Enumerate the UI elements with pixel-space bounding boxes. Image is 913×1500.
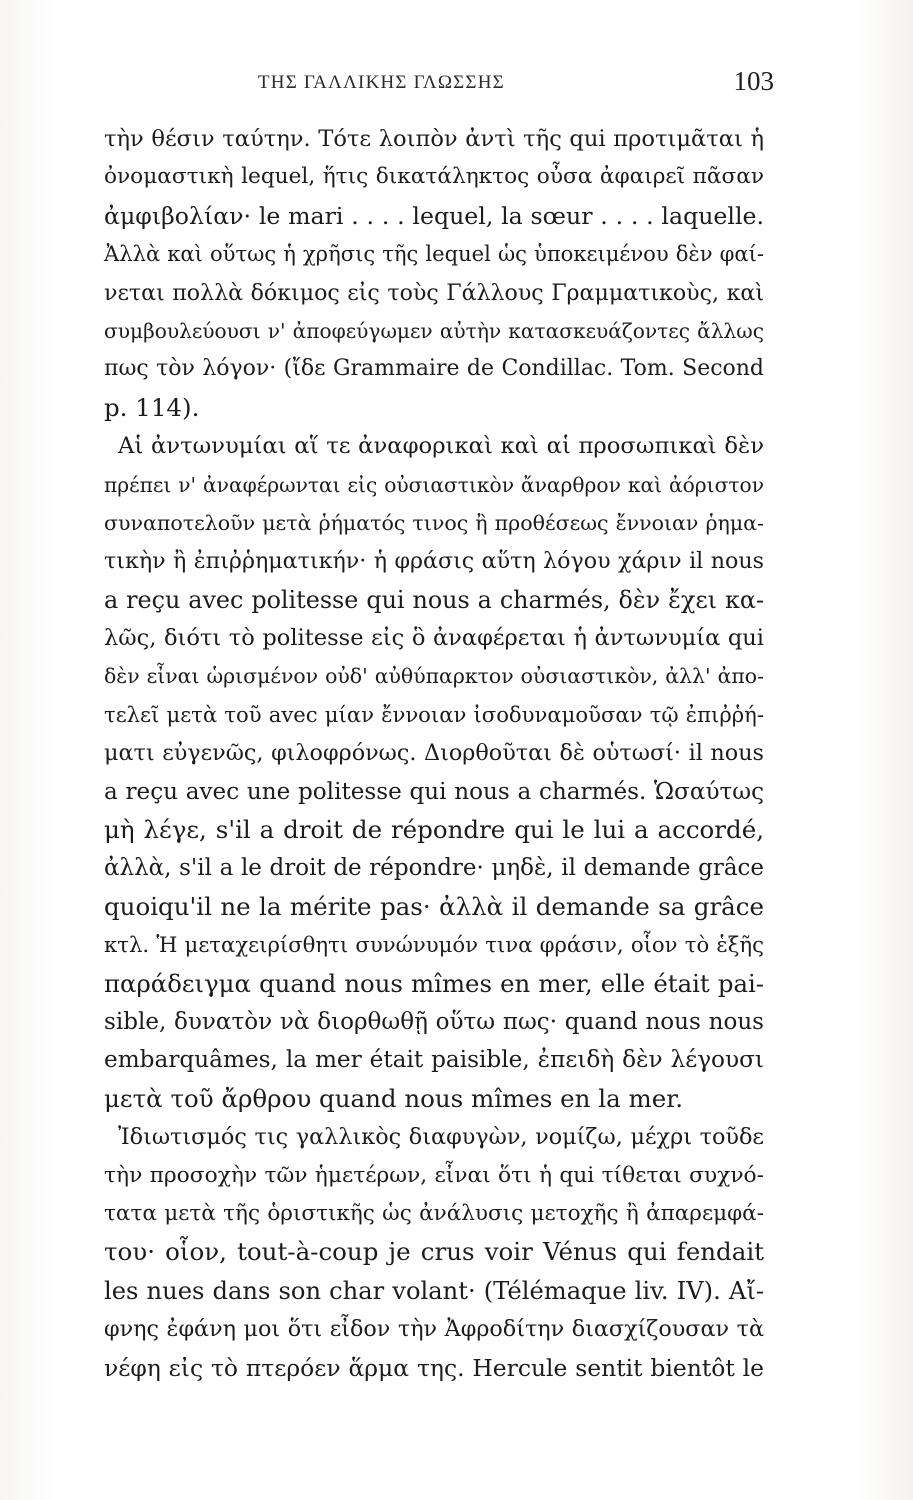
text-line: sible, δυνατὸν νὰ διορθωθῇ οὕτω πως· quand nous nous xyxy=(104,1008,764,1035)
text-line: κτλ. Ἡ μεταχειρίσθητι συνώνυμόν τινα φράσιν, οἷον τὸ ἑξῆς xyxy=(104,932,764,958)
text-line: λῶς, διότι τὸ politesse εἰς ὃ ἀναφέρεται ἡ ἀντωνυμία qui xyxy=(104,625,764,652)
text-line: νεται πολλὰ δόκιμος εἰς τοὺς Γάλλους Γραμματικοὺς, καὶ xyxy=(104,279,764,306)
text-line: τατα μετὰ τῆς ὁριστικῆς ὡς ἀνάλυσις μετοχῆς ἢ ἀπαρεμφά- xyxy=(104,1200,764,1226)
text-line: a reçu avec politesse qui nous a charmés, δὲν ἔχει κα- xyxy=(104,585,764,614)
running-title: ΤΗΣ ΓΑΛΛΙΚΗΣ ΓΛΩΣΣΗΣ xyxy=(258,72,505,93)
paragraph-start-line: Αἱ ἀντωνυμίαι αἵ τε ἀναφορικαὶ καὶ αἱ προσωπικαὶ δὲν xyxy=(118,433,764,460)
paragraph-start-line: Ἰδιωτισμός τις γαλλικὸς διαφυγὼν, νομίζω, μέχρι τοῦδε xyxy=(118,1124,764,1151)
text-line: μετὰ τοῦ ἄρθρου quand nous mîmes en la mer. xyxy=(104,1083,684,1113)
text-line: νέφη εἰς τὸ πτερόεν ἅρμα της. Hercule sentit bientôt le xyxy=(104,1353,764,1382)
text-line: πως τὸν λόγον· (ἴδε Grammaire de Condillac. Tom. Second xyxy=(104,356,764,382)
text-line: παράδειγμα quand nous mîmes en mer, elle était pai- xyxy=(104,968,764,998)
text-line: ἀμφιβολίαν· le mari . . . . lequel, la sœur . . . . laquelle. xyxy=(104,201,764,230)
text-line: ἀλλὰ, s'il a le droit de répondre· μηδὲ, il demande grâce xyxy=(104,855,764,882)
running-header xyxy=(118,66,774,100)
text-line: p. 114). xyxy=(104,392,200,422)
text-line: πρέπει ν' ἀναφέρωνται εἰς οὐσιαστικὸν ἄναρθρον καὶ ἀόριστον xyxy=(104,472,764,497)
page-number: 103 xyxy=(733,66,774,96)
text-line: a reçu avec une politesse qui nous a charmés. Ὡσαύτως xyxy=(104,778,764,805)
text-line: μὴ λέγε, s'il a droit de répondre qui le lui a accordé, xyxy=(104,815,764,845)
text-line: συναποτελοῦν μετὰ ῥήματός τινος ἢ προθέσεως ἔννοιαν ῥημα- xyxy=(104,510,764,535)
text-line: τικὴν ἢ ἐπιῤῥηματικήν· ἡ φράσις αὕτη λόγου χάριν il nous xyxy=(104,548,764,575)
text-line: quoiqu'il ne la mérite pas· ἀλλὰ il demande sa grâce xyxy=(104,891,764,921)
text-line: δὲν εἶναι ὡρισμένον οὐδ' αὐθύπαρκτον οὐσιαστικὸν, ἀλλ' ἀπο- xyxy=(104,664,764,689)
text-line: του· οἷον, tout-à-coup je crus voir Vénus qui fendait xyxy=(104,1237,764,1267)
body-text xyxy=(104,120,764,1387)
text-line: συμβουλεύουσι ν' ἀποφεύγωμεν αὐτὴν κατασκευάζοντες ἄλλως xyxy=(104,318,764,343)
text-line: embarquâmes, la mer était paisible, ἐπειδὴ δὲν λέγουσι xyxy=(104,1046,764,1074)
text-line: τελεῖ μετὰ τοῦ avec μίαν ἔννοιαν ἰσοδυναμοῦσαν τῷ ἐπιῤῥή- xyxy=(104,701,764,727)
text-line: τὴν προσοχὴν τῶν ἡμετέρων, εἶναι ὅτι ἡ qui τίθεται συχνό- xyxy=(104,1162,764,1188)
text-line: les nues dans son char volant· (Télémaque liv. IV). Αἴ- xyxy=(104,1276,764,1305)
text-line: ματι εὐγενῶς, φιλοφρόνως. Διορθοῦται δὲ οὑτωσί· il nous xyxy=(104,740,764,767)
text-line: Ἀλλὰ καὶ οὕτως ἡ χρῆσις τῆς lequel ὡς ὑποκειμένου δὲν φαί- xyxy=(104,241,764,267)
text-line: ὀνομαστικὴ lequel, ἥτις δικατάληκτος οὖσα ἀφαιρεῖ πᾶσαν xyxy=(104,164,764,190)
text-line: τὴν θέσιν ταύτην. Τότε λοιπὸν ἀντὶ τῆς qui προτιμᾶται ἡ xyxy=(104,126,764,152)
text-line: φνης ἐφάνη μοι ὅτι εἶδον τὴν Ἀφροδίτην διασχίζουσαν τὰ xyxy=(104,1316,764,1343)
